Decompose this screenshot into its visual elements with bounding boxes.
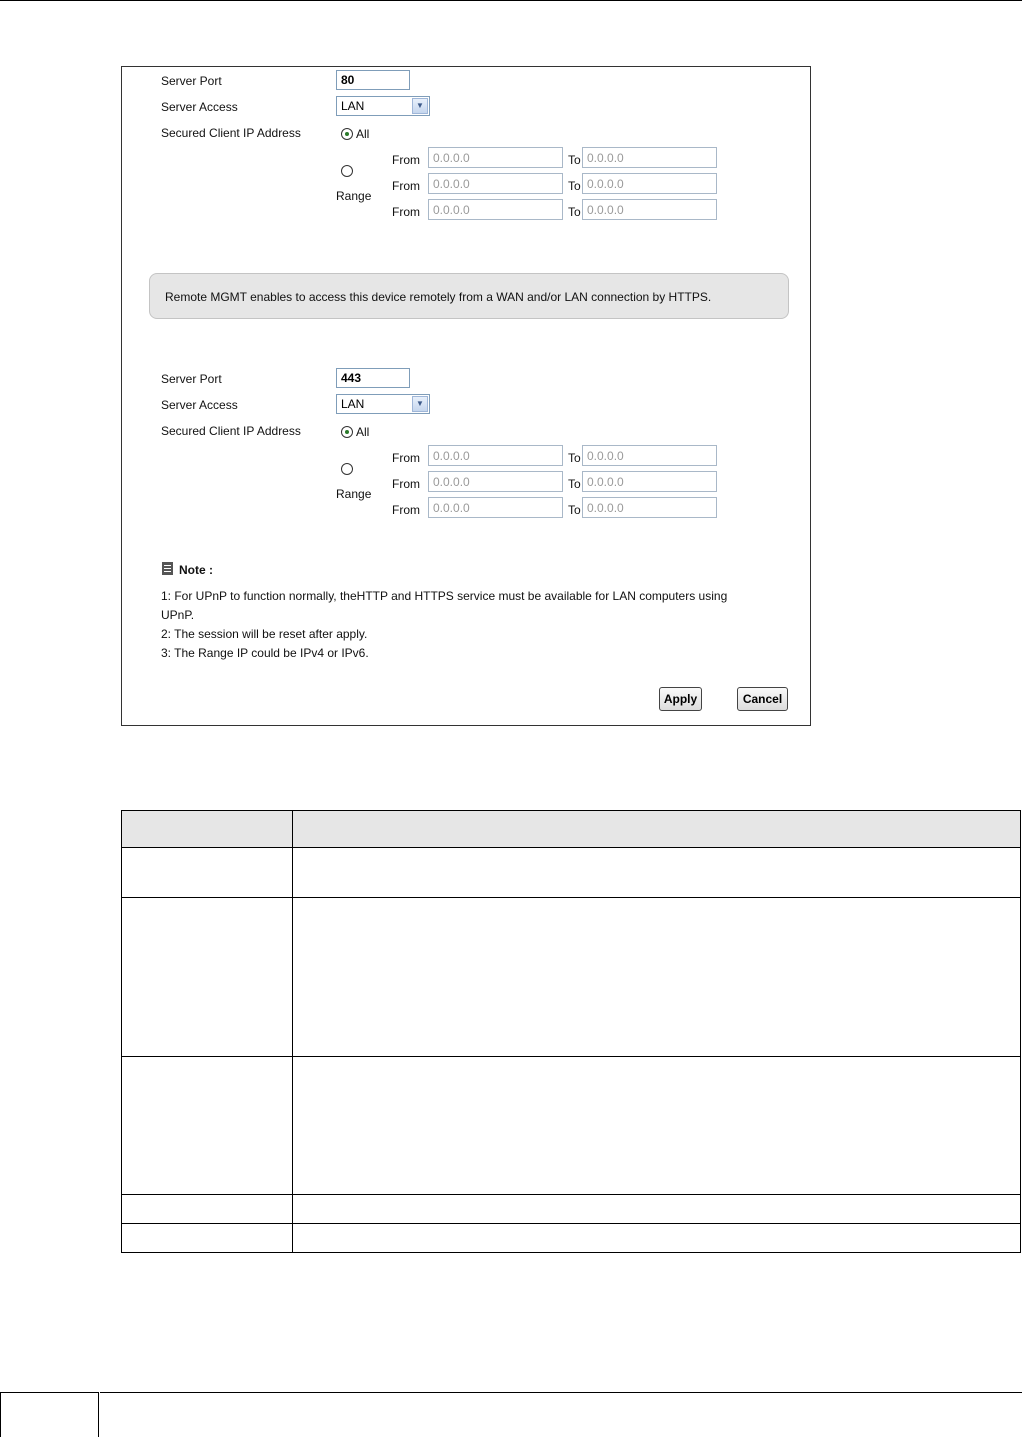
from-label: From [392, 153, 420, 167]
select-value: LAN [341, 397, 365, 411]
range-label: Range [336, 189, 372, 203]
page-number-box [0, 1392, 99, 1437]
note-line-1-cont: UPnP. [161, 608, 195, 622]
table-cell [122, 1057, 293, 1195]
http-range1-to-input[interactable] [582, 147, 717, 168]
https-info-banner [149, 273, 789, 319]
to-label: To [568, 503, 581, 517]
table-cell [293, 848, 1021, 898]
note-line-3: 3: The Range IP could be IPv4 or IPv6. [161, 646, 369, 660]
https-range-radio[interactable] [341, 463, 353, 475]
table-row [122, 1195, 1021, 1224]
server-access-label: Server Access [161, 398, 238, 412]
server-port-label: Server Port [161, 74, 222, 88]
remote-mgmt-panel [121, 66, 811, 726]
to-label: To [568, 451, 581, 465]
footer-rule [100, 1392, 1022, 1393]
table-cell [122, 898, 293, 1057]
from-label: From [392, 179, 420, 193]
http-range3-from-input[interactable] [428, 199, 563, 220]
http-range-radio[interactable] [341, 165, 353, 177]
chevron-down-icon: ▼ [412, 396, 428, 412]
http-server-port-input[interactable] [336, 70, 410, 90]
https-server-port-input[interactable] [336, 368, 410, 388]
https-all-radio[interactable] [341, 426, 353, 438]
table-cell [293, 898, 1021, 1057]
from-label: From [392, 205, 420, 219]
table-header-cell [122, 811, 293, 848]
header-rule [0, 0, 1022, 1]
http-all-radio[interactable] [341, 128, 353, 140]
table-cell [122, 848, 293, 898]
to-label: To [568, 153, 581, 167]
table-header-cell [293, 811, 1021, 848]
http-range3-to-input[interactable] [582, 199, 717, 220]
table-cell [293, 1057, 1021, 1195]
table-cell [293, 1195, 1021, 1224]
server-port-label: Server Port [161, 372, 222, 386]
note-title: Note : [179, 563, 213, 577]
note-line-1: 1: For UPnP to function normally, theHTTP and HTTPS service must be available for LAN computers using [161, 589, 728, 603]
table-row [122, 1057, 1021, 1195]
note-line-2: 2: The session will be reset after apply. [161, 627, 368, 641]
table-cell [122, 1195, 293, 1224]
apply-button[interactable]: Apply [659, 687, 702, 711]
from-label: From [392, 477, 420, 491]
to-label: To [568, 179, 581, 193]
https-server-access-select[interactable] [336, 394, 430, 414]
banner-text: Remote MGMT enables to access this device remotely from a WAN and/or LAN connection by HTTPS. [165, 290, 712, 304]
to-label: To [568, 205, 581, 219]
https-range2-from-input[interactable] [428, 471, 563, 492]
range-label: Range [336, 487, 372, 501]
select-value: LAN [341, 99, 365, 113]
secured-ip-label: Secured Client IP Address [161, 424, 301, 438]
secured-ip-label: Secured Client IP Address [161, 126, 301, 140]
from-label: From [392, 503, 420, 517]
chevron-down-icon: ▼ [412, 98, 428, 114]
table-cell [293, 1224, 1021, 1253]
http-range2-from-input[interactable] [428, 173, 563, 194]
note-document-icon [162, 562, 173, 575]
all-label: All [356, 127, 370, 141]
table-row [122, 848, 1021, 898]
http-server-access-select[interactable] [336, 96, 430, 116]
table-header-row [122, 811, 1021, 848]
from-label: From [392, 451, 420, 465]
all-label: All [356, 425, 370, 439]
server-access-label: Server Access [161, 100, 238, 114]
https-range2-to-input[interactable] [582, 471, 717, 492]
table-row [122, 898, 1021, 1057]
cancel-button[interactable]: Cancel [737, 687, 788, 711]
http-range1-from-input[interactable] [428, 147, 563, 168]
https-range3-from-input[interactable] [428, 497, 563, 518]
description-table [121, 810, 1021, 1253]
https-range1-to-input[interactable] [582, 445, 717, 466]
https-range1-from-input[interactable] [428, 445, 563, 466]
table-row [122, 1224, 1021, 1253]
https-range3-to-input[interactable] [582, 497, 717, 518]
http-range2-to-input[interactable] [582, 173, 717, 194]
table-cell [122, 1224, 293, 1253]
to-label: To [568, 477, 581, 491]
